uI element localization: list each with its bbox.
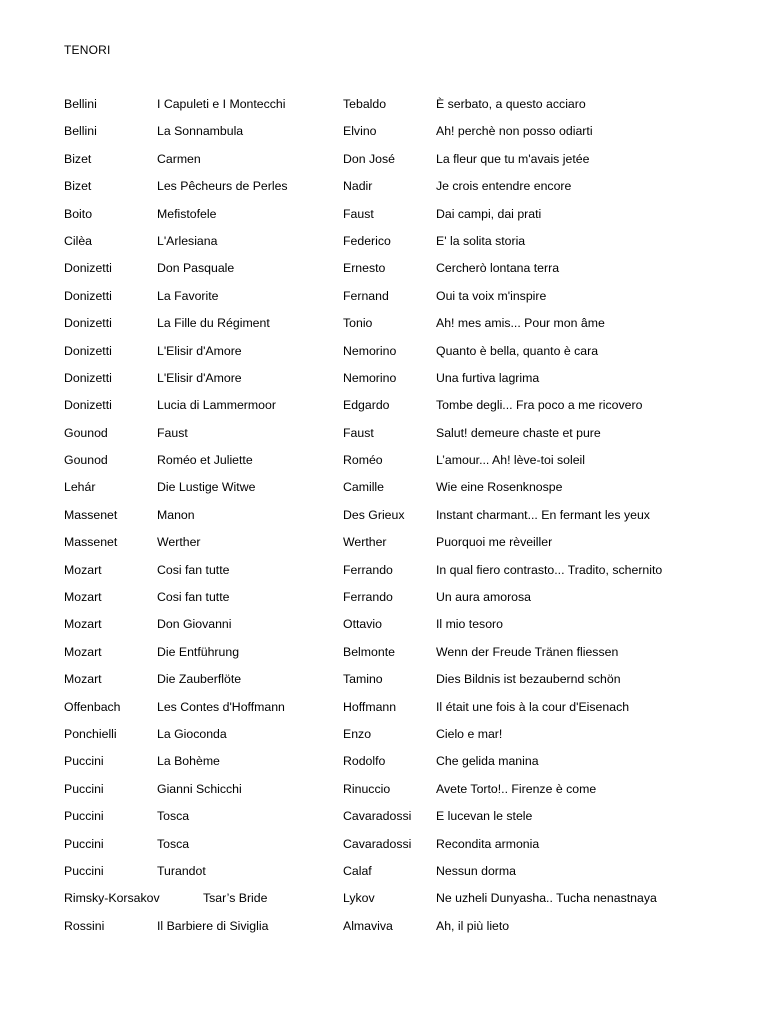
aria-cell: Cercherò lontana terra [436, 261, 560, 276]
aria-cell: Un aura amorosa [436, 590, 532, 605]
composer-cell: Ponchielli [64, 726, 117, 741]
list-item [0, 864, 768, 891]
list-item [0, 97, 768, 124]
list-item [0, 234, 768, 261]
composer-cell: Donizetti [64, 261, 112, 276]
list-item [0, 837, 768, 864]
role-cell: Federico [343, 233, 391, 248]
composer-cell: Mozart [64, 590, 102, 605]
aria-cell: Il mio tesoro [436, 617, 503, 632]
aria-cell: Instant charmant... En fermant les yeux [436, 507, 650, 522]
composer-cell: Bellini [64, 97, 97, 111]
composer-cell: Cilèa [64, 233, 93, 248]
aria-cell: Dies Bildnis ist bezaubernd schön [436, 672, 621, 687]
composer-cell: Donizetti [64, 370, 112, 385]
aria-cell: Oui ta voix m'inspire [436, 288, 547, 303]
role-cell: Ferrando [343, 562, 393, 577]
aria-cell: Dai campi, dai prati [436, 206, 542, 221]
composer-cell: Puccini [64, 863, 104, 878]
composer-cell: Donizetti [64, 398, 112, 413]
list-item [0, 645, 768, 672]
list-item [0, 480, 768, 507]
composer-cell: Gounod [64, 453, 108, 468]
list-item [0, 563, 768, 590]
role-cell: Enzo [343, 726, 372, 741]
composer-cell: Bizet [64, 151, 92, 166]
opera-cell: La Sonnambula [157, 124, 244, 139]
aria-cell: Ne uzheli Dunyasha.. Tucha nenastnaya [436, 891, 657, 906]
list-item [0, 535, 768, 562]
role-cell: Fernand [343, 288, 389, 303]
opera-cell: Turandot [157, 863, 206, 878]
list-item [0, 426, 768, 453]
aria-cell: Tombe degli... Fra poco a me ricovero [436, 398, 643, 413]
composer-cell: Mozart [64, 617, 102, 632]
aria-cell: La fleur que tu m'avais jetée [436, 151, 590, 166]
composer-cell: Puccini [64, 836, 104, 851]
aria-list [0, 97, 768, 946]
composer-cell: Donizetti [64, 288, 112, 303]
role-cell: Almaviva [343, 918, 393, 933]
opera-cell: Faust [157, 425, 188, 440]
list-item [0, 453, 768, 480]
opera-cell: La Gioconda [157, 726, 227, 741]
document-title: TENORI [64, 43, 111, 57]
role-cell: Roméo [343, 453, 383, 468]
composer-cell: Lehár [64, 480, 96, 495]
list-item [0, 289, 768, 316]
opera-cell: La Bohème [157, 754, 220, 769]
list-item [0, 617, 768, 644]
aria-cell: Ah, il più lieto [436, 918, 510, 933]
role-cell: Des Grieux [343, 507, 405, 522]
role-cell: Nemorino [343, 343, 397, 358]
composer-cell: Boito [64, 206, 93, 221]
role-cell: Elvino [343, 124, 377, 139]
role-cell: Ottavio [343, 617, 382, 632]
composer-cell: Massenet [64, 507, 118, 522]
role-cell: Edgardo [343, 398, 390, 413]
composer-cell: Mozart [64, 644, 102, 659]
opera-cell: Lucia di Lammermoor [157, 398, 276, 413]
role-cell: Tebaldo [343, 97, 387, 111]
composer-cell: Puccini [64, 809, 104, 824]
aria-cell: Recondita armonia [436, 836, 540, 851]
role-cell: Belmonte [343, 644, 395, 659]
aria-cell: Salut! demeure chaste et pure [436, 425, 601, 440]
opera-cell: Cosi fan tutte [157, 590, 230, 605]
opera-cell: Cosi fan tutte [157, 562, 230, 577]
composer-cell: Gounod [64, 425, 108, 440]
opera-cell: L'Elisir d'Amore [157, 370, 242, 385]
role-cell: Faust [343, 425, 374, 440]
aria-cell: Je crois entendre encore [436, 179, 572, 194]
role-cell: Don José [343, 151, 395, 166]
opera-cell: Tsar’s Bride [203, 891, 268, 906]
composer-cell: Mozart [64, 672, 102, 687]
opera-cell: L'Arlesiana [157, 233, 218, 248]
aria-cell: Cielo e mar! [436, 726, 503, 741]
opera-cell: Tosca [157, 836, 190, 851]
role-cell: Tamino [343, 672, 383, 687]
opera-cell: Die Lustige Witwe [157, 480, 256, 495]
composer-cell: Puccini [64, 754, 104, 769]
role-cell: Ferrando [343, 590, 393, 605]
composer-cell: Rossini [64, 918, 105, 933]
aria-cell: E lucevan le stele [436, 809, 533, 824]
opera-cell: Tosca [157, 809, 190, 824]
role-cell: Nemorino [343, 370, 397, 385]
list-item [0, 371, 768, 398]
aria-cell: Che gelida manina [436, 754, 539, 769]
composer-cell: Offenbach [64, 699, 121, 714]
list-item [0, 809, 768, 836]
role-cell: Calaf [343, 863, 372, 878]
composer-cell: Bizet [64, 179, 92, 194]
aria-cell: Il était une fois à la cour d'Eisenach [436, 699, 630, 714]
role-cell: Lykov [343, 891, 375, 906]
opera-cell: Die Entführung [157, 644, 240, 659]
aria-cell: Wie eine Rosenknospe [436, 480, 563, 495]
aria-cell: Wenn der Freude Tränen fliessen [436, 644, 619, 659]
opera-cell: Les Contes d'Hoffmann [157, 699, 285, 714]
list-item [0, 919, 768, 946]
role-cell: Faust [343, 206, 374, 221]
opera-cell: Mefistofele [157, 206, 217, 221]
role-cell: Nadir [343, 179, 373, 194]
aria-cell: L’amour... Ah! lève-toi soleil [436, 453, 586, 468]
aria-cell: Una furtiva lagrima [436, 370, 540, 385]
composer-cell: Rimsky-Korsakov [64, 891, 160, 906]
opera-cell: Il Barbiere di Siviglia [157, 918, 269, 933]
aria-cell: Nessun dorma [436, 863, 516, 878]
aria-cell: Avete Torto!.. Firenze è come [436, 781, 597, 796]
role-cell: Werther [343, 535, 387, 550]
composer-cell: Mozart [64, 562, 102, 577]
opera-cell: I Capuleti e I Montecchi [157, 97, 286, 111]
aria-cell: Quanto è bella, quanto è cara [436, 343, 599, 358]
opera-cell: La Fille du Régiment [157, 316, 270, 331]
list-item [0, 754, 768, 781]
composer-cell: Donizetti [64, 316, 112, 331]
list-item [0, 672, 768, 699]
role-cell: Rinuccio [343, 781, 391, 796]
composer-cell: Massenet [64, 535, 118, 550]
list-item [0, 344, 768, 371]
opera-cell: Don Giovanni [157, 617, 232, 632]
list-item [0, 152, 768, 179]
opera-cell: Werther [157, 535, 201, 550]
list-item [0, 261, 768, 288]
list-item [0, 398, 768, 425]
composer-cell: Puccini [64, 781, 104, 796]
list-item [0, 508, 768, 535]
list-item [0, 316, 768, 343]
opera-cell: Manon [157, 507, 195, 522]
composer-cell: Donizetti [64, 343, 112, 358]
role-cell: Cavaradossi [343, 836, 412, 851]
list-item [0, 727, 768, 754]
composer-cell: Bellini [64, 124, 97, 139]
aria-cell: Puorquoi me rèveiller [436, 535, 553, 550]
list-item [0, 782, 768, 809]
opera-cell: Carmen [157, 151, 201, 166]
role-cell: Tonio [343, 316, 373, 331]
aria-cell: È serbato, a questo acciaro [436, 97, 586, 111]
list-item [0, 590, 768, 617]
opera-cell: Les Pêcheurs de Perles [157, 179, 288, 194]
opera-cell: La Favorite [157, 288, 219, 303]
aria-cell: E' la solita storia [436, 233, 526, 248]
role-cell: Camille [343, 480, 384, 495]
opera-cell: Gianni Schicchi [157, 781, 242, 796]
aria-cell: Ah! mes amis... Pour mon âme [436, 316, 605, 331]
aria-cell: Ah! perchè non posso odiarti [436, 124, 593, 139]
opera-cell: Don Pasquale [157, 261, 235, 276]
list-item [0, 179, 768, 206]
role-cell: Hoffmann [343, 699, 397, 714]
opera-cell: Roméo et Juliette [157, 453, 253, 468]
list-item [0, 207, 768, 234]
role-cell: Rodolfo [343, 754, 386, 769]
role-cell: Ernesto [343, 261, 386, 276]
aria-cell: In qual fiero contrasto... Tradito, schernito [436, 562, 663, 577]
role-cell: Cavaradossi [343, 809, 412, 824]
list-item [0, 700, 768, 727]
list-item [0, 891, 768, 918]
list-item [0, 124, 768, 151]
opera-cell: Die Zauberflöte [157, 672, 242, 687]
opera-cell: L'Elisir d'Amore [157, 343, 242, 358]
